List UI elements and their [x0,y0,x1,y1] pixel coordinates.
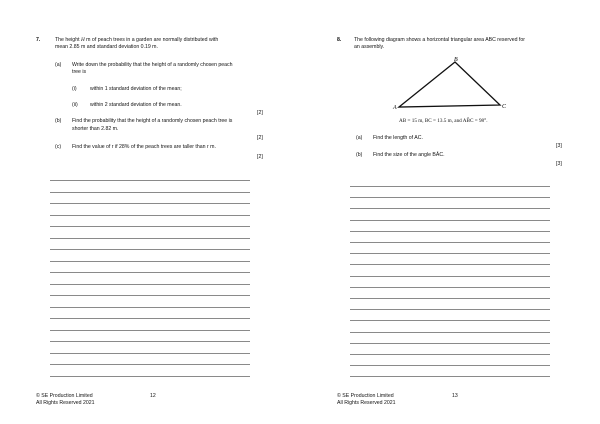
q7b-text1: Find the probability that the height of a randomly chosen peach tree is [72,118,233,124]
triangle-diagram [390,55,515,110]
answer-line [350,253,550,254]
q7-number: 7. [36,37,41,43]
q8a-text: Find the length of AC. [373,135,423,141]
q7c-marks: [2] [257,154,263,160]
answer-line [350,287,550,288]
answer-line [50,238,250,239]
answer-line [350,242,550,243]
answer-line [350,186,550,187]
left-page-number: 12 [150,393,156,399]
answer-line [50,226,250,227]
q7-stem-line1 [55,37,218,44]
q7a-i-text: within 1 standard deviation of the mean; [90,86,182,92]
answer-line [350,220,550,221]
vertex-c-label: C [502,104,507,110]
q8b-marks: [3] [556,161,562,167]
answer-line [350,376,550,377]
q8-number: 8. [337,37,342,43]
answer-line [50,341,250,342]
q7-stem-text-a: The height [55,37,80,43]
answer-line [50,215,250,216]
q8-stem-line1: The following diagram shows a horizontal triangular area ABC reserved for [354,37,525,43]
answer-line [350,354,550,355]
right-footer-rights: All Rights Reserved 2021 [337,400,396,406]
left-footer-rights: All Rights Reserved 2021 [36,400,95,406]
q7a-ii-text: within 2 standard deviation of the mean. [90,102,182,108]
answer-line [350,298,550,299]
answer-line [50,192,250,193]
q8b-label: (b) [356,152,363,158]
q7c-text1: Find the value of r if 28% of the peach trees are taller than r m. [72,144,216,150]
triangle-abc [399,62,500,107]
q7a-text1: Write down the probability that the height of a randomly chosen peach [72,62,233,68]
answer-line [350,208,550,209]
q7b-marks: [2] [257,135,263,141]
answer-line [50,307,250,308]
vertex-a-label: A [393,105,397,110]
q7a-text2: tree is [72,69,87,75]
answer-line [50,249,250,250]
q7b-text2: shorter than 2.82 m. [72,126,119,132]
answer-line [350,309,550,310]
q7a-marks: [2] [257,110,263,116]
diagram-caption: AB = 15 m, BC = 13.5 m, and AB̂C = 98°. [399,118,488,124]
answer-line [50,284,250,285]
right-page-number: 13 [452,393,458,399]
right-footer-copyright: © SE Production Limited [337,393,394,399]
answer-line [50,330,250,331]
answer-line [350,343,550,344]
q7-stem-text-b: m of peach trees in a garden are normally distributed with [86,37,219,43]
answer-line [50,203,250,204]
q7a-i-label: (i) [72,86,77,92]
answer-line [50,364,250,365]
left-footer-copyright: © SE Production Limited [36,393,93,399]
answer-line [350,264,550,265]
q7a-label: (a) [55,62,62,68]
answer-line [50,295,250,296]
q7-stem-var: H [80,37,85,43]
answer-line [50,376,250,377]
q7c-label: (c) [55,144,62,150]
answer-line [50,353,250,354]
answer-line [350,231,550,232]
answer-line [50,180,250,181]
q7a-ii-label: (ii) [72,102,78,108]
answer-line [50,261,250,262]
answer-line [50,272,250,273]
q8b-text: Find the size of the angle BÂC. [373,152,445,158]
q7b-label: (b) [55,118,62,124]
answer-line [350,320,550,321]
answer-line [350,276,550,277]
q8a-marks: [3] [556,143,562,149]
answer-line [350,197,550,198]
vertex-b-label: B [454,57,458,63]
q8a-label: (a) [356,135,363,141]
answer-line [350,365,550,366]
answer-line [50,318,250,319]
q7-stem-line2: mean 2.85 m and standard deviation 0.19 m. [55,44,158,50]
answer-line [350,332,550,333]
q8-stem-line2: an assembly. [354,44,385,50]
